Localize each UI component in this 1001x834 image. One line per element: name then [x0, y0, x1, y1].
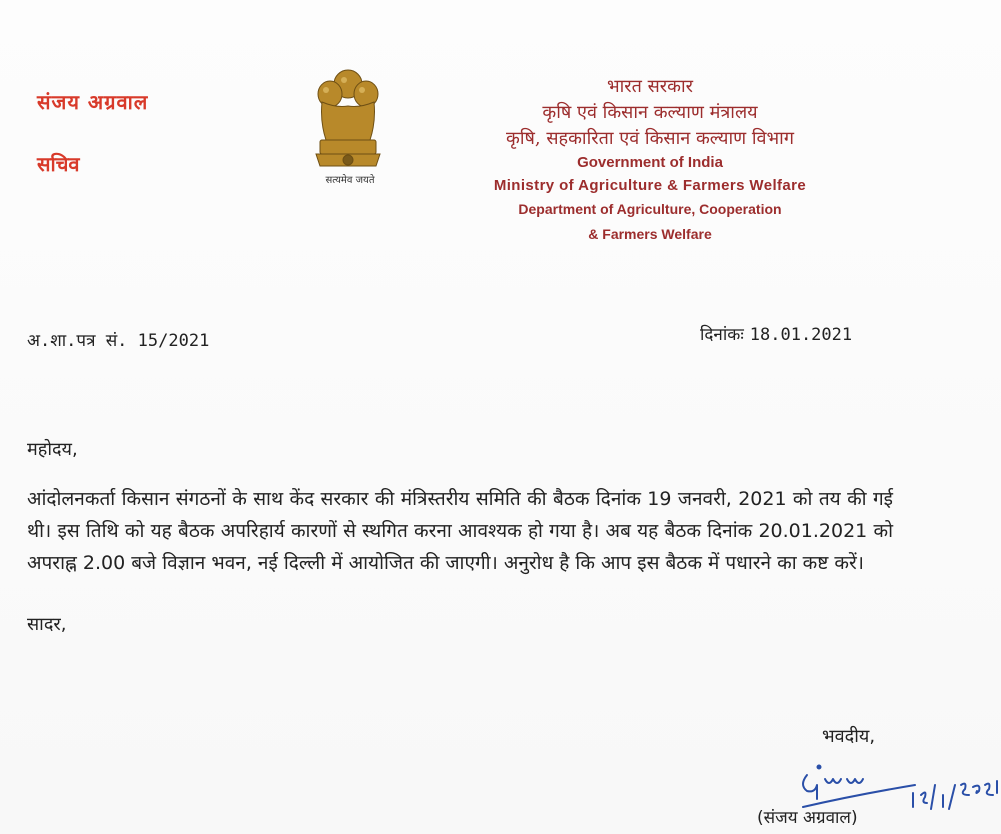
header-english-line-2: Ministry of Agriculture & Farmers Welfare — [493, 177, 807, 194]
date-label: दिनांकः — [700, 325, 744, 345]
header-english-line-1: Government of India — [577, 154, 723, 171]
sender-designation: सचिव — [37, 152, 80, 176]
salutation: महोदय, — [27, 439, 78, 460]
handwritten-signature — [795, 755, 1001, 810]
header-hindi-line-1: भारत सरकार — [606, 76, 694, 97]
letter-date — [700, 322, 852, 345]
closing: सादर, — [27, 614, 67, 635]
reference-number: अ.शा.पत्र सं. 15/2021 — [27, 331, 210, 351]
yours-faithfully: भवदीय, — [822, 726, 876, 747]
sender-name: संजय अग्रवाल — [37, 90, 149, 114]
date-value: 18.01.2021 — [749, 325, 853, 345]
letter-body: आंदोलनकर्ता किसान संगठनों के साथ केंद सरकार की मंत्रिस्तरीय समिति की बैठक दिनांक 19 जनवरी, 2021 को तय की गई थी। इस तिथि को यह बैठक अपरिहार्य कारणों से स्थगित करना आवश्यक हो गया है। अब यह बैठक दिनांक 20.01.2021 को अपराह्न 2.00 बजे विज्ञान भवन, नई दिल्ली में आयोजित की जाएगी। अनुरोध है कि आप इस बैठक में पधारने का कष्ट करें। — [27, 488, 893, 574]
emblem-motto: सत्यमेव जयते — [325, 175, 375, 186]
signatory-name: (संजय अग्रवाल) — [757, 808, 858, 828]
header-english-line-3: Department of Agriculture, Cooperation — [518, 201, 782, 217]
header-english-line-4: & Farmers Welfare — [588, 226, 712, 242]
header-hindi-line-3: कृषि, सहकारिता एवं किसान कल्याण विभाग — [506, 128, 794, 149]
header-hindi-line-2: कृषि एवं किसान कल्याण मंत्रालय — [542, 102, 758, 123]
